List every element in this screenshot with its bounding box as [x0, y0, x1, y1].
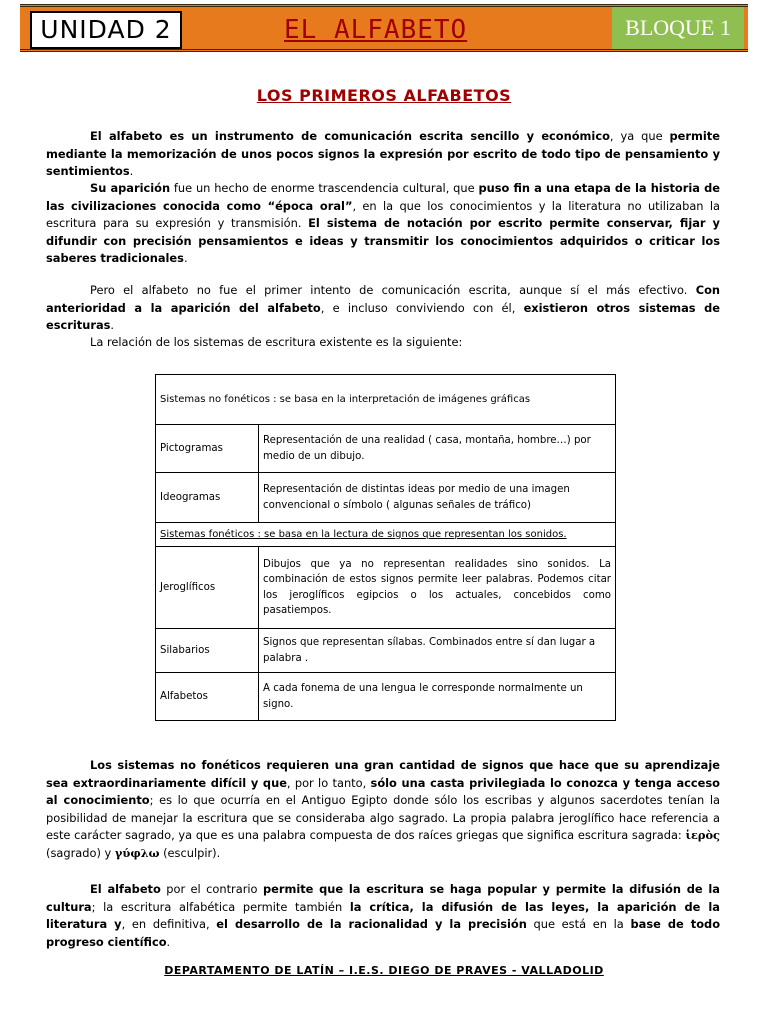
- p3-text-a: Pero el alfabeto no fue el primer intento de comunicación escrita, aunque sí el más efectivo.: [90, 283, 696, 297]
- paragraph-1: [46, 128, 720, 181]
- page-header: [20, 4, 748, 52]
- p3-bold-d: existieron otros sistemas de escrituras: [46, 300, 720, 332]
- table-term: Pictogramas: [156, 425, 259, 473]
- table-desc: Representación de una realidad ( casa, montaña, hombre…) por medio de un dibujo.: [259, 425, 616, 473]
- p6-text-d: ; la escritura alfabética permite también: [91, 899, 350, 914]
- paragraph-6: [46, 881, 720, 951]
- paragraph-3: [46, 282, 720, 335]
- greek-word-sagrado: ἱερὸς: [685, 828, 720, 842]
- table-desc: Dibujos que ya no representan realidades sino sonidos. La combinación de estos signos permite leer palabras. Podemos citar los jeroglíficos egipcios o los actuales, concebidos como pasatiempos.: [259, 547, 616, 629]
- p3-bold-b: Con anterioridad a la aparición del alfabeto: [46, 283, 720, 315]
- p5-text-b: , por lo tanto,: [286, 775, 371, 790]
- p3-text-c: , e incluso conviviendo con él,: [320, 300, 524, 315]
- p2-bold-a: Su aparición: [90, 181, 171, 195]
- p6-bold-c: permite que la escritura se haga popular y permite la difusión de la cultura: [46, 882, 720, 914]
- p6-bold-g: el desarrollo de la racionalidad y la precisión: [216, 917, 527, 931]
- topic-title: EL ALFABETO: [188, 11, 612, 49]
- p6-bold-e: la crítica, la difusión de las leyes, la aparición de la literatura y: [46, 899, 720, 931]
- table-row: [156, 375, 616, 425]
- p6-text-f: , en definitiva,: [121, 917, 217, 931]
- writing-systems-table: [155, 374, 616, 721]
- table-term: Alfabetos: [156, 673, 259, 721]
- block-label: BLOQUE 1: [612, 7, 744, 49]
- table-row: [156, 547, 616, 629]
- table-header-foneticos: Sistemas fonéticos : se basa en la lectura de signos que representan los sonidos.: [156, 523, 616, 547]
- p2-text-d: , en la que los conocimientos y la literatura no utilizaban la escritura para su expresión y transmisión.: [46, 198, 720, 230]
- p1-text-b: , ya que: [609, 129, 670, 143]
- p2-text-f: .: [183, 251, 188, 265]
- page-footer: DEPARTAMENTO DE LATÍN – I.E.S. DIEGO DE PRAVES - VALLADOLID: [164, 964, 604, 977]
- p6-bold-i: base de todo progreso científico: [46, 917, 721, 949]
- greek-word-esculpir: γύφλω: [114, 845, 160, 860]
- p1-text-d: .: [129, 164, 134, 178]
- p5-text-f: (esculpir).: [159, 845, 221, 860]
- table-row: [156, 629, 616, 673]
- p5-text-e: (sagrado) y: [46, 845, 115, 860]
- paragraph-5: [46, 757, 720, 862]
- paragraph-4: [46, 334, 720, 352]
- table-term: Ideogramas: [156, 473, 259, 523]
- p2-text-b: fue un hecho de enorme trascendencia cultural, que: [170, 181, 479, 195]
- p2-bold-c: puso fin a una etapa de la historia de las civilizaciones conocida como “época oral”: [46, 181, 720, 213]
- table-row: [156, 673, 616, 721]
- p5-text-d: ; es lo que ocurría en el Antiguo Egipto donde sólo los escribas y algunos sacerdotes tenían la posibilidad de manejar la escritura que se consideraba algo sagrado. La propia palabra jeroglífico hace referencia a este carácter sagrado, ya que es una palabra compuesta de dos raíces griegas que significa escritura sagrada:: [46, 793, 720, 842]
- table-header-no-foneticos: Sistemas no fonéticos : se basa en la interpretación de imágenes gráficas: [156, 375, 616, 425]
- p6-text-b: por el contrario: [160, 882, 263, 896]
- table-row: [156, 523, 616, 547]
- p6-bold-a: El alfabeto: [90, 882, 161, 896]
- paragraph-2: [46, 180, 720, 268]
- page-title: LOS PRIMEROS ALFABETOS: [256, 86, 512, 105]
- p5-bold-a: Los sistemas no fonéticos requieren una gran cantidad de signos que hace que su aprendizaje sea extraordinariamente difícil y que: [46, 758, 720, 790]
- table-row: [156, 473, 616, 523]
- table-desc: Representación de distintas ideas por medio de una imagen convencional o símbolo ( algunas señales de tráfico): [259, 473, 616, 523]
- table-desc: Signos que representan sílabas. Combinados entre sí dan lugar a palabra .: [259, 629, 616, 673]
- p4-text: La relación de los sistemas de escritura existente es la siguiente:: [90, 335, 463, 349]
- p2-bold-e: El sistema de notación por escrito permite conservar, fijar y difundir con precisión pensamientos e ideas y transmitir los conocimientos adquiridos o criticar los saberes tradicionales: [46, 216, 720, 265]
- table-term: Silabarios: [156, 629, 259, 673]
- table-term: Jeroglíficos: [156, 547, 259, 629]
- p5-bold-c: sólo una casta privilegiada lo conozca y tenga acceso al conocimiento: [46, 775, 720, 807]
- p1-bold-c: permite mediante la memorización de unos pocos signos la expresión por escrito de todo tipo de pensamiento y sentimientos: [46, 129, 720, 178]
- p3-text-e: .: [110, 318, 115, 332]
- p6-text-h: que está en la: [526, 917, 631, 931]
- p1-bold-a: El alfabeto es un instrumento de comunicación escrita sencillo y económico: [90, 129, 610, 143]
- table-desc: A cada fonema de una lengua le corresponde normalmente un signo.: [259, 673, 616, 721]
- unit-label: UNIDAD 2: [30, 11, 182, 49]
- p6-text-j: .: [166, 934, 171, 949]
- table-row: [156, 425, 616, 473]
